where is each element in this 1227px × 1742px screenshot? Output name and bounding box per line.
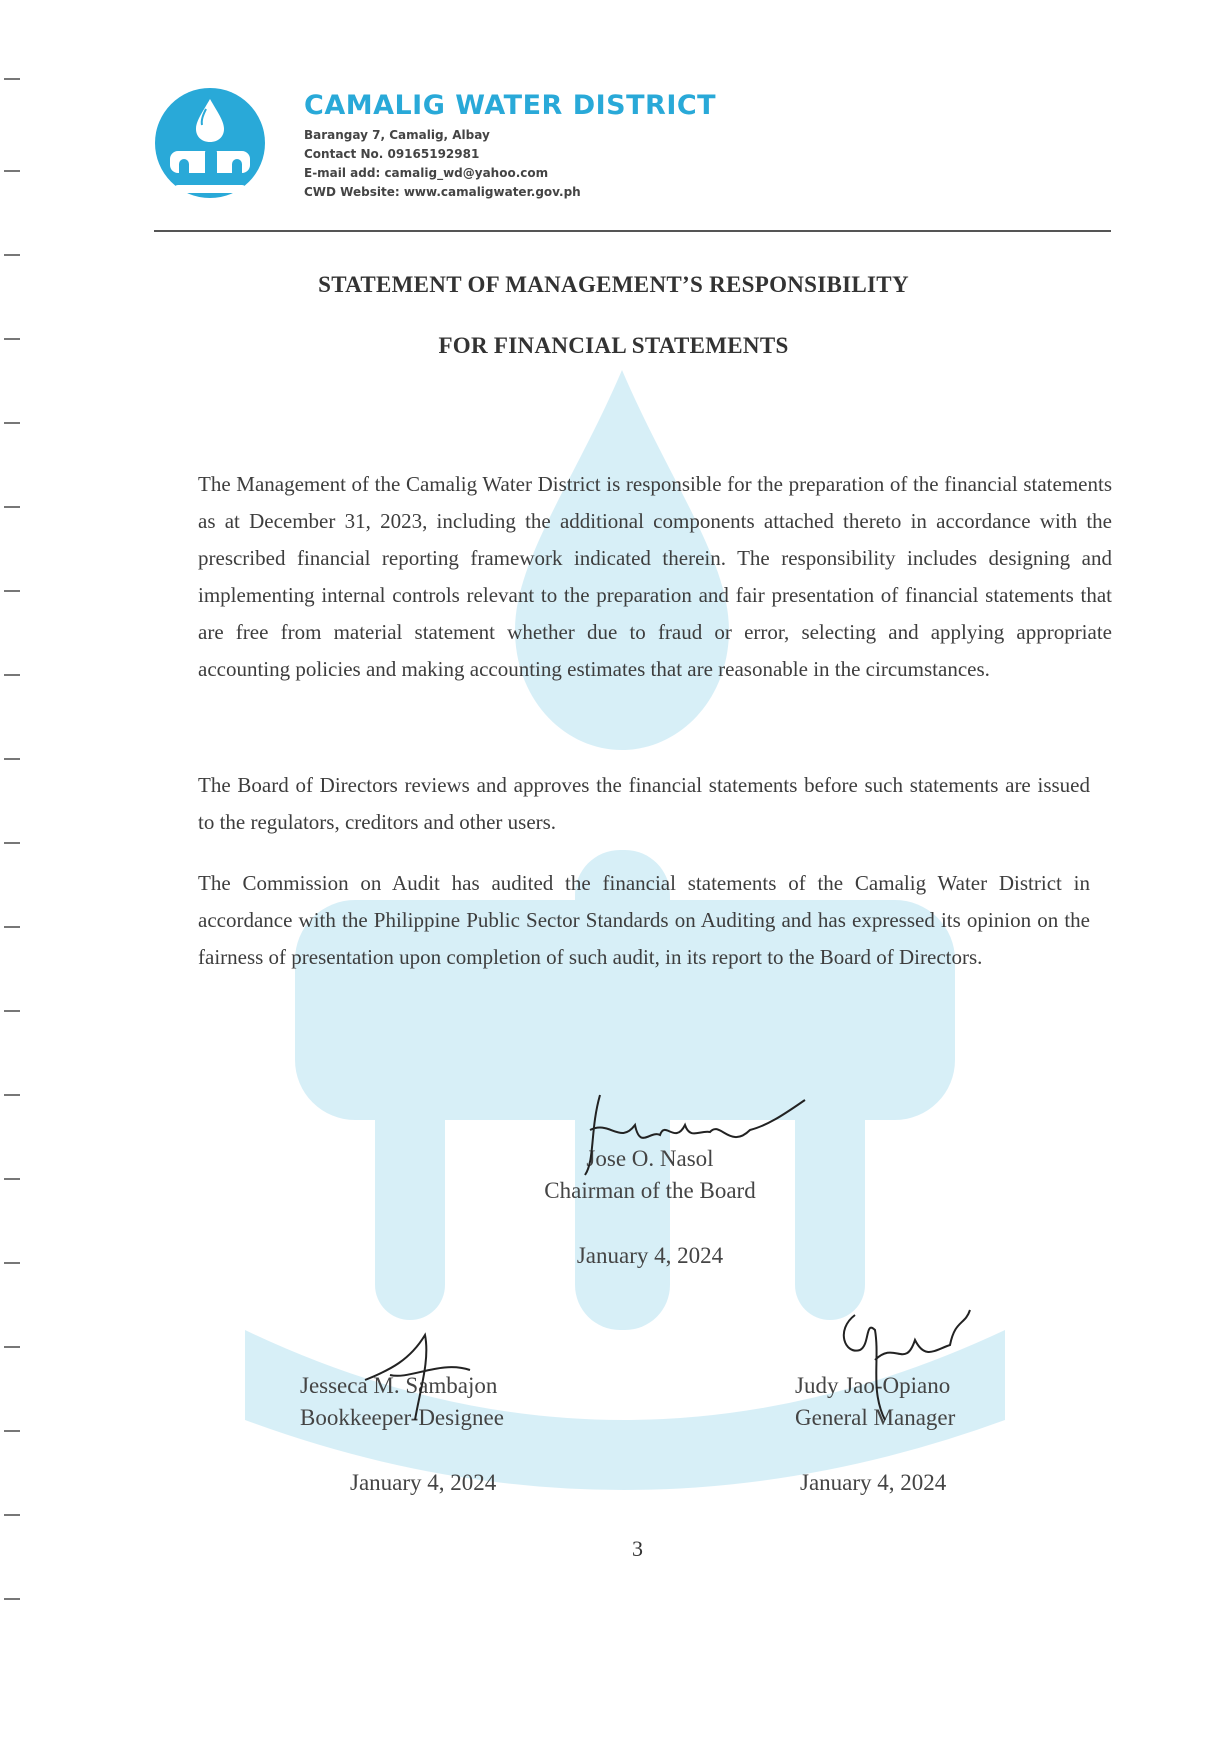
general-manager-date: January 4, 2024 (800, 1470, 947, 1495)
document-title: STATEMENT OF MANAGEMENT’S RESPONSIBILITY (318, 272, 909, 297)
general-manager-name: Judy Jao-Opiano (795, 1373, 951, 1398)
letterhead (152, 82, 1112, 212)
header-divider (154, 230, 1111, 232)
bookkeeper-date: January 4, 2024 (350, 1470, 497, 1495)
chairman-title: Chairman of the Board (544, 1178, 756, 1203)
page-number: 3 (632, 1536, 643, 1561)
paragraph-coa-audit: The Commission on Audit has audited the financial statements of the Camalig Water District in accordance with the Philippine Public Sector Standards on Auditing and has expressed its opinion on the fairness of presentation upon completion of such audit, in its report to the Board of Directors. (198, 871, 1090, 969)
email-line: E-mail add: camalig_wd@yahoo.com (304, 166, 549, 180)
bookkeeper-signature (360, 1320, 500, 1430)
chairman-signature (580, 1090, 810, 1180)
general-manager-title: General Manager (795, 1405, 956, 1430)
chairman-date: January 4, 2024 (576, 1243, 724, 1268)
bookkeeper-name: Jesseca M. Sambajon (300, 1373, 498, 1398)
chairman-name: Jose O. Nasol (586, 1146, 714, 1171)
organization-name: CAMALIG WATER DISTRICT (304, 90, 717, 121)
general-manager-signature (815, 1300, 975, 1430)
organization-contact-block (304, 126, 581, 202)
paragraph-board-review: The Board of Directors reviews and approves the financial statements before such statements are issued to the regulators, creditors and other users. (198, 773, 1090, 834)
water-drop-cwd-logo-icon (152, 85, 268, 207)
document-subtitle: FOR FINANCIAL STATEMENTS (438, 333, 789, 358)
paragraph-management-responsibility: The Management of the Camalig Water District is responsible for the preparation of the financial statements as at December 31, 2023, including the additional components attached thereto in accordance with the prescribed financial reporting framework indicated therein. The responsibility includes designing and implementing internal controls relevant to the preparation and fair presentation of financial statements that are free from material statement whether due to fraud or error, selecting and applying appropriate accounting policies and making accounting estimates that are reasonable in the circumstances. (198, 472, 1112, 681)
contact-number-line: Contact No. 09165192981 (304, 147, 480, 161)
bookkeeper-title: Bookkeeper-Designee (300, 1405, 504, 1430)
website-line: CWD Website: www.camaligwater.gov.ph (304, 185, 581, 199)
address-line: Barangay 7, Camalig, Albay (304, 128, 490, 142)
